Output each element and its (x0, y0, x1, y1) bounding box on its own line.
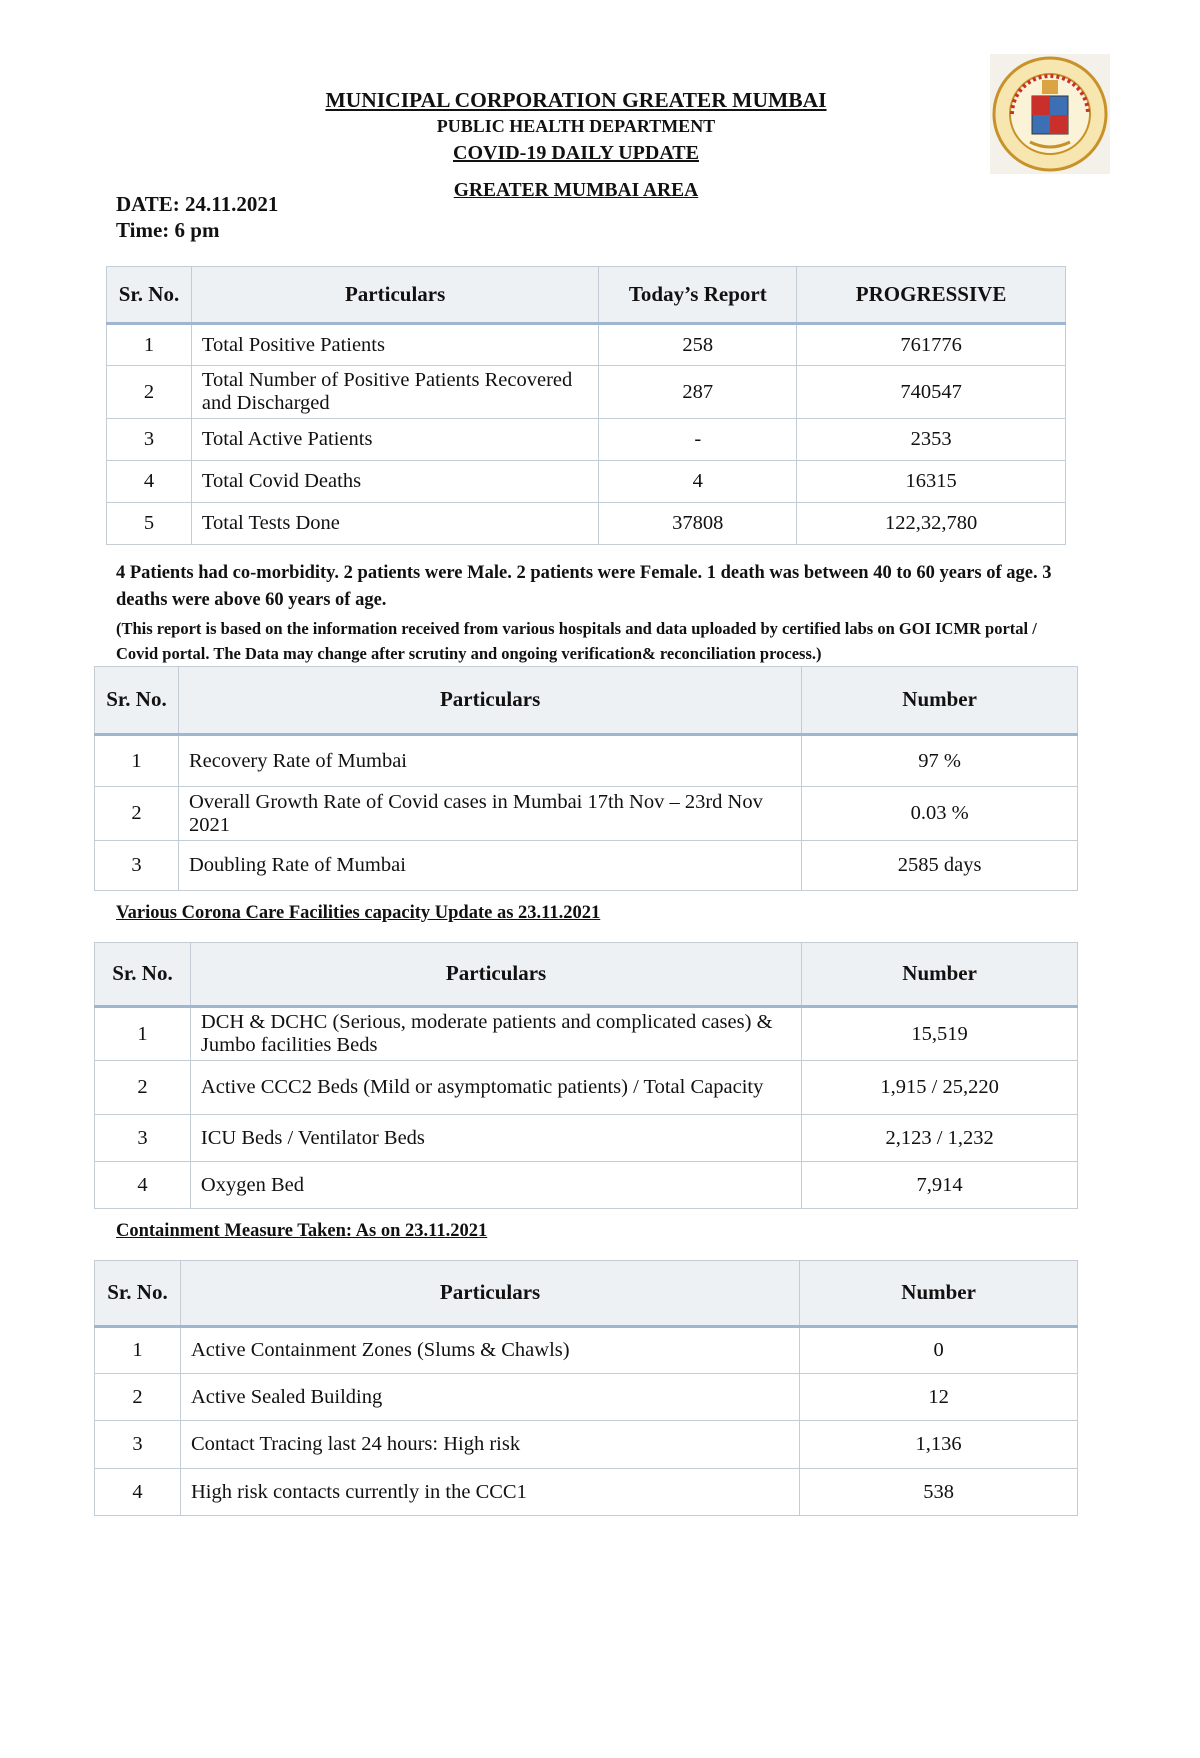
cell: 4 (95, 1162, 191, 1209)
cell: 2 (95, 1374, 181, 1421)
cell: 1,136 (800, 1421, 1078, 1469)
cell: Active CCC2 Beds (Mild or asymptomatic patients) / Total Capacity (190, 1061, 801, 1115)
cell: 3 (107, 419, 192, 461)
report-title: COVID-19 DAILY UPDATE (453, 142, 699, 164)
table-row (95, 1374, 1078, 1421)
facilities-table (94, 942, 1078, 1209)
cell: 4 (107, 461, 192, 503)
cell: 2585 days (802, 841, 1078, 891)
cell: 740547 (797, 366, 1066, 419)
table-row (95, 1061, 1078, 1115)
cell: 12 (800, 1374, 1078, 1421)
table-row (95, 1421, 1078, 1469)
cell: Overall Growth Rate of Covid cases in Mumbai 17th Nov – 23rd Nov 2021 (178, 787, 801, 841)
cell: 258 (599, 324, 797, 366)
cell: Total Number of Positive Patients Recovered and Discharged (191, 366, 598, 419)
table-row (95, 1162, 1078, 1209)
cell: 15,519 (802, 1007, 1078, 1061)
cell: ICU Beds / Ventilator Beds (190, 1115, 801, 1162)
table-row (95, 1007, 1078, 1061)
table-row (95, 841, 1078, 891)
cell: 1 (95, 735, 179, 787)
cell: 122,32,780 (797, 503, 1066, 545)
cell: Active Sealed Building (180, 1374, 799, 1421)
col-particulars: Particulars (180, 1261, 799, 1327)
cell: 2353 (797, 419, 1066, 461)
cell: Oxygen Bed (190, 1162, 801, 1209)
table-row (107, 461, 1066, 503)
cell: 2 (95, 1061, 191, 1115)
cell: 0 (800, 1327, 1078, 1374)
table-row (107, 324, 1066, 366)
containment-heading: Containment Measure Taken: As on 23.11.2021 (116, 1221, 488, 1241)
org-title: MUNICIPAL CORPORATION GREATER MUMBAI (325, 88, 827, 112)
col-today: Today’s Report (599, 267, 797, 324)
cell: 3 (95, 841, 179, 891)
cell: Doubling Rate of Mumbai (178, 841, 801, 891)
cell: 5 (107, 503, 192, 545)
cell: 97 % (802, 735, 1078, 787)
cell: Total Covid Deaths (191, 461, 598, 503)
col-particulars: Particulars (178, 667, 801, 735)
col-number: Number (800, 1261, 1078, 1327)
cell: 3 (95, 1421, 181, 1469)
cell: - (599, 419, 797, 461)
cell: 1 (95, 1007, 191, 1061)
cell: 1,915 / 25,220 (802, 1061, 1078, 1115)
cell: 1 (95, 1327, 181, 1374)
cell: Active Containment Zones (Slums & Chawls) (180, 1327, 799, 1374)
report-time: Time: 6 pm (116, 218, 220, 242)
cell: 7,914 (802, 1162, 1078, 1209)
cell: Total Positive Patients (191, 324, 598, 366)
summary-table (106, 266, 1066, 545)
cell: 4 (599, 461, 797, 503)
table-row (95, 735, 1078, 787)
cell: 4 (95, 1469, 181, 1516)
dept-title: PUBLIC HEALTH DEPARTMENT (436, 116, 716, 136)
cell: 3 (95, 1115, 191, 1162)
table-row (107, 503, 1066, 545)
cell: 761776 (797, 324, 1066, 366)
col-sr: Sr. No. (95, 943, 191, 1007)
cell: Total Active Patients (191, 419, 598, 461)
table-row (95, 787, 1078, 841)
containment-table (94, 1260, 1078, 1516)
report-date: DATE: 24.11.2021 (116, 192, 279, 216)
deaths-note: 4 Patients had co-morbidity. 2 patients were Male. 2 patients were Female. 1 death was between 40 to 60 years of age. 3 deaths were above 60 years of age. (116, 563, 1052, 610)
col-number: Number (802, 943, 1078, 1007)
cell: 538 (800, 1469, 1078, 1516)
table-row (95, 1327, 1078, 1374)
col-number: Number (802, 667, 1078, 735)
area-title: GREATER MUMBAI AREA (453, 180, 699, 201)
disclaimer-note: (This report is based on the information received from various hospitals and data uploaded by certified labs on GOI ICMR portal / Covid portal. The Data may change after scrutiny and ongoing verification& reconciliation process.) (116, 619, 1037, 663)
table-row (107, 366, 1066, 419)
cell: High risk contacts currently in the CCC1 (180, 1469, 799, 1516)
col-sr: Sr. No. (95, 1261, 181, 1327)
col-progressive: PROGRESSIVE (797, 267, 1066, 324)
table-row (95, 1115, 1078, 1162)
cell: Total Tests Done (191, 503, 598, 545)
facilities-heading: Various Corona Care Facilities capacity Update as 23.11.2021 (116, 903, 601, 923)
cell: 37808 (599, 503, 797, 545)
cell: 2 (107, 366, 192, 419)
col-sr: Sr. No. (95, 667, 179, 735)
col-particulars: Particulars (191, 267, 598, 324)
cell: 0.03 % (802, 787, 1078, 841)
col-sr: Sr. No. (107, 267, 192, 324)
cell: 1 (107, 324, 192, 366)
table-row (95, 1469, 1078, 1516)
table-row (107, 419, 1066, 461)
cell: 2,123 / 1,232 (802, 1115, 1078, 1162)
col-particulars: Particulars (190, 943, 801, 1007)
cell: 16315 (797, 461, 1066, 503)
cell: DCH & DCHC (Serious, moderate patients and complicated cases) & Jumbo facilities Beds (190, 1007, 801, 1061)
cell: 2 (95, 787, 179, 841)
cell: Recovery Rate of Mumbai (178, 735, 801, 787)
bmc-seal-icon (990, 54, 1110, 174)
cell: 287 (599, 366, 797, 419)
rates-table (94, 666, 1078, 891)
cell: Contact Tracing last 24 hours: High risk (180, 1421, 799, 1469)
